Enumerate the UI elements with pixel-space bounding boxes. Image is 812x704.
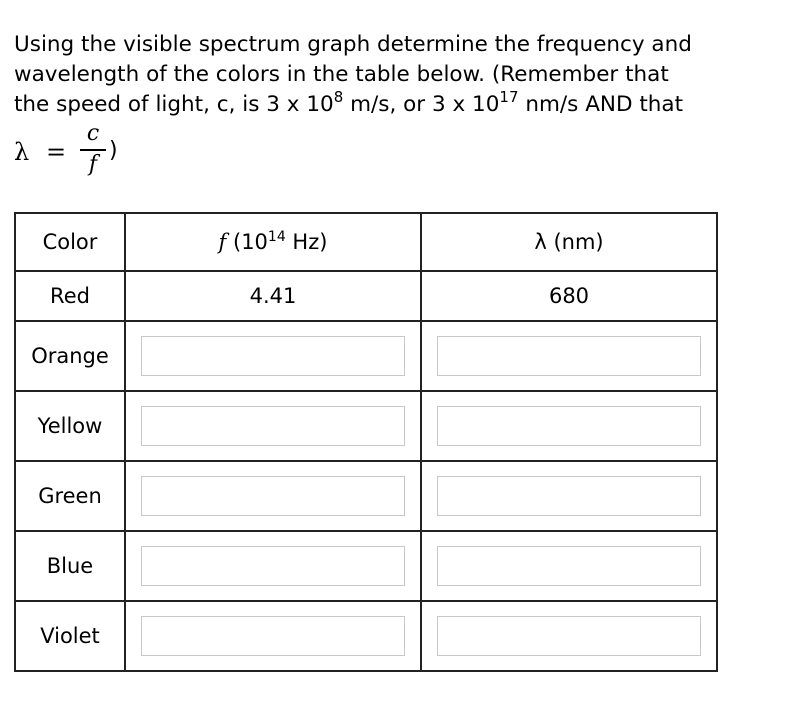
exponent-17: 17 xyxy=(499,88,519,106)
header-frequency xyxy=(125,213,421,271)
cell-color-green: Green xyxy=(15,461,125,531)
header-frequency-exponent: 14 xyxy=(267,229,286,245)
wavelength-input-yellow[interactable] xyxy=(437,406,701,446)
header-frequency-symbol: f xyxy=(218,230,227,254)
cell-frequency-violet xyxy=(125,601,421,671)
cell-color-violet: Violet xyxy=(15,601,125,671)
header-frequency-unit: Hz) xyxy=(285,230,328,254)
table-row-red xyxy=(15,271,717,321)
table-row-orange xyxy=(15,321,717,391)
formula-equals: = xyxy=(46,138,67,166)
wavelength-input-blue[interactable] xyxy=(437,546,701,586)
cell-wavelength-violet xyxy=(421,601,717,671)
header-wavelength: λ (nm) xyxy=(421,213,717,271)
table-row-blue xyxy=(15,531,717,601)
cell-color-yellow: Yellow xyxy=(15,391,125,461)
table-row-yellow xyxy=(15,391,717,461)
cell-wavelength-green xyxy=(421,461,717,531)
prompt-line-2: wavelength of the colors in the table below. (Remember that xyxy=(14,62,669,87)
formula-numerator: c xyxy=(86,121,100,146)
cell-wavelength-blue xyxy=(421,531,717,601)
formula-fraction xyxy=(80,122,106,177)
wavelength-input-violet[interactable] xyxy=(437,616,701,656)
prompt-line-3-a: the speed of light, c, is 3 x 10 xyxy=(14,92,334,117)
header-color: Color xyxy=(15,213,125,271)
formula-close-paren: ) xyxy=(109,138,118,163)
cell-frequency-blue xyxy=(125,531,421,601)
frequency-input-yellow[interactable] xyxy=(141,406,405,446)
frequency-input-violet[interactable] xyxy=(141,616,405,656)
cell-wavelength-yellow xyxy=(421,391,717,461)
wavelength-input-orange[interactable] xyxy=(437,336,701,376)
cell-frequency-orange xyxy=(125,321,421,391)
prompt-line-3-c: nm/s AND that xyxy=(518,92,684,117)
header-frequency-open: (10 xyxy=(226,230,268,254)
table-row-violet xyxy=(15,601,717,671)
color-table xyxy=(14,212,718,672)
cell-frequency-green xyxy=(125,461,421,531)
fraction-bar xyxy=(80,149,106,151)
cell-color-orange: Orange xyxy=(15,321,125,391)
table-header-row xyxy=(15,213,717,271)
cell-wavelength-red: 680 xyxy=(421,271,717,321)
prompt-line-1: Using the visible spectrum graph determine the frequency and xyxy=(14,32,692,57)
question-prompt xyxy=(14,30,804,120)
formula-denominator: f xyxy=(88,151,98,177)
cell-frequency-red: 4.41 xyxy=(125,271,421,321)
prompt-line-3-b: m/s, or 3 x 10 xyxy=(343,92,500,117)
frequency-input-green[interactable] xyxy=(141,476,405,516)
exponent-8: 8 xyxy=(333,88,344,106)
cell-color-blue: Blue xyxy=(15,531,125,601)
frequency-input-orange[interactable] xyxy=(141,336,405,376)
wavelength-input-green[interactable] xyxy=(437,476,701,516)
cell-frequency-yellow xyxy=(125,391,421,461)
frequency-input-blue[interactable] xyxy=(141,546,405,586)
formula-lambda: λ xyxy=(14,138,30,166)
cell-color-red: Red xyxy=(15,271,125,321)
table-row-green xyxy=(15,461,717,531)
prompt-line-3 xyxy=(14,90,804,120)
cell-wavelength-orange xyxy=(421,321,717,391)
